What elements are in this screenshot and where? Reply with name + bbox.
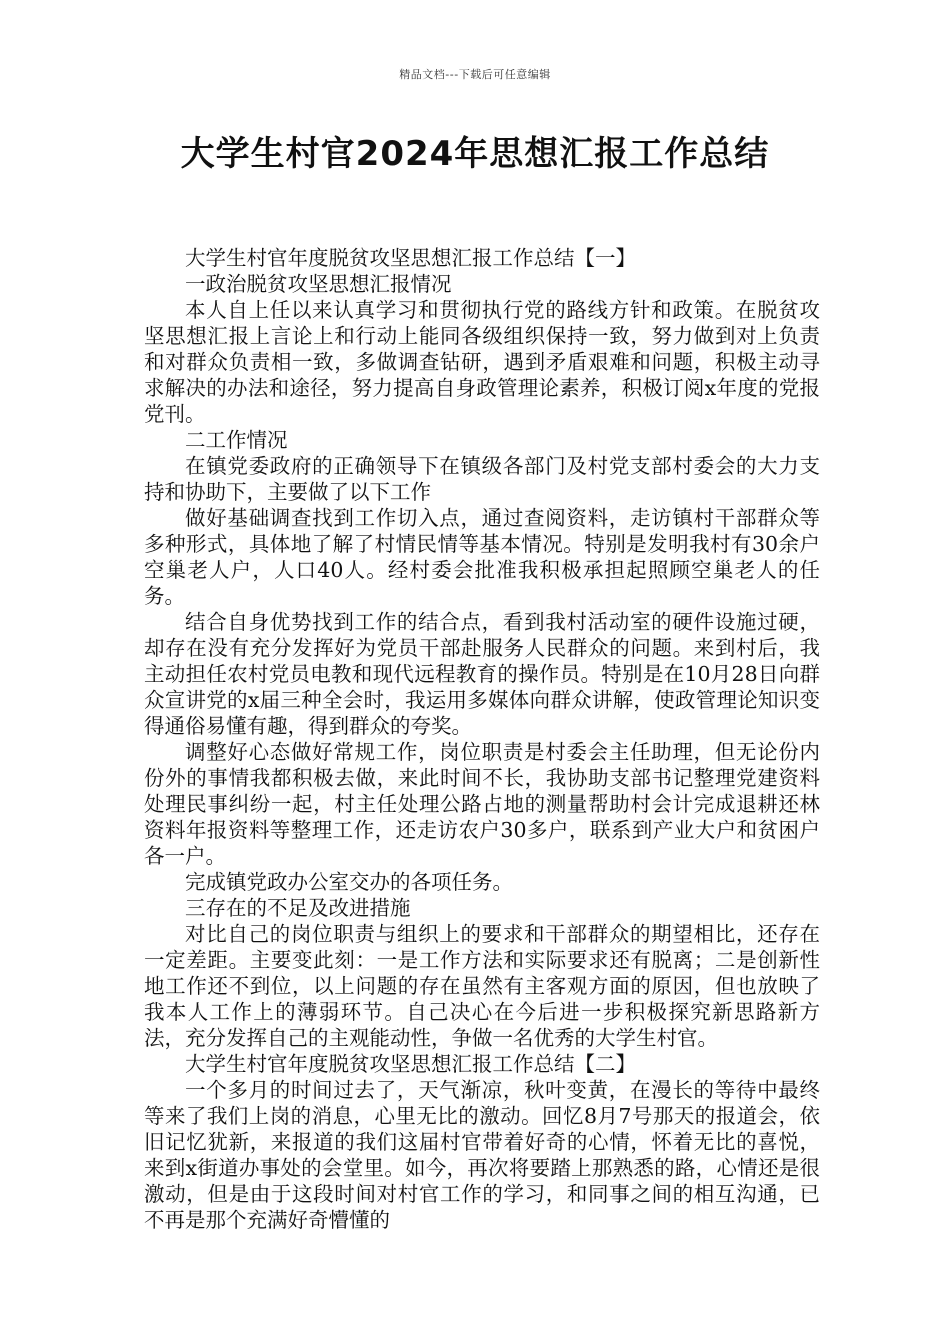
paragraph: 本人自上任以来认真学习和贯彻执行党的路线方针和政策。在脱贫攻坚思想汇报上言论上和行动上能同各级组织保持一致，努力做到对上负责和对群众负责相一致，多做调查钻研，遇到矛盾艰难和问题，积极主动寻求解决的办法和途径，努力提高自身政管理论素养，积极订阅x年度的党报党刊。 (144, 298, 820, 426)
paragraph: 对比自己的岗位职责与组织上的要求和干部群众的期望相比，还存在一定差距。主要变此刻：一是工作方法和实际要求还有脱离；二是创新性地工作还不到位，以上问题的存在虽然有主客观方面的原因，但也放映了我本人工作上的薄弱环节。自己决心在今后进一步积极探究新思路新方法，充分发挥自己的主观能动性，争做一名优秀的大学生村官。 (144, 922, 820, 1050)
section-heading-2: 大学生村官年度脱贫攻坚思想汇报工作总结【二】 (185, 1052, 636, 1076)
section-heading-1: 大学生村官年度脱贫攻坚思想汇报工作总结【一】 (185, 246, 636, 270)
document-body (144, 245, 820, 1233)
paragraph: 完成镇党政办公室交办的各项任务。 (185, 870, 513, 894)
paragraph: 结合自身优势找到工作的结合点，看到我村活动室的硬件设施过硬，却存在没有充分发挥好为党员干部赴服务人民群众的问题。来到村后，我主动担任农村党员电教和现代远程教育的操作员。特别是在10月28日向群众宣讲党的x届三种全会时，我运用多媒体向群众讲解，使政管理论知识变得通俗易懂有趣，得到群众的夸奖。 (144, 610, 820, 738)
paragraph: 做好基础调查找到工作切入点，通过查阅资料，走访镇村干部群众等多种形式，具体地了解了村情民情等基本情况。特别是发明我村有30余户空巢老人户，人口40人。经村委会批准我积极承担起照顾空巢老人的任务。 (144, 506, 820, 608)
paragraph: 调整好心态做好常规工作，岗位职责是村委会主任助理，但无论份内份外的事情我都积极去做，来此时间不长，我协助支部书记整理党建资料处理民事纠纷一起，村主任处理公路占地的测量帮助村会计完成退耕还林资料年报资料等整理工作，还走访农户30多户，联系到产业大户和贫困户各一户。 (144, 740, 820, 868)
paragraph: 在镇党委政府的正确领导下在镇级各部门及村党支部村委会的大力支持和协助下，主要做了以下工作 (144, 454, 820, 504)
subheading-work: 二工作情况 (185, 428, 288, 452)
subheading-shortcomings: 三存在的不足及改进措施 (185, 896, 411, 920)
subheading-politics: 一政治脱贫攻坚思想汇报情况 (185, 272, 452, 296)
header-note: 精品文档---下载后可任意编辑 (399, 68, 551, 81)
document-title: 大学生村官2024年思想汇报工作总结 (180, 134, 770, 174)
paragraph: 一个多月的时间过去了，天气渐凉，秋叶变黄，在漫长的等待中最终等来了我们上岗的消息，心里无比的激动。回忆8月7号那天的报道会，依旧记忆犹新，来报道的我们这届村官带着好奇的心情，怀着无比的喜悦，来到x街道办事处的会堂里。如今，再次将要踏上那熟悉的路，心情还是很激动，但是由于这段时间对村官工作的学习，和同事之间的相互沟通，已不再是那个充满好奇懵懂的 (144, 1078, 820, 1232)
